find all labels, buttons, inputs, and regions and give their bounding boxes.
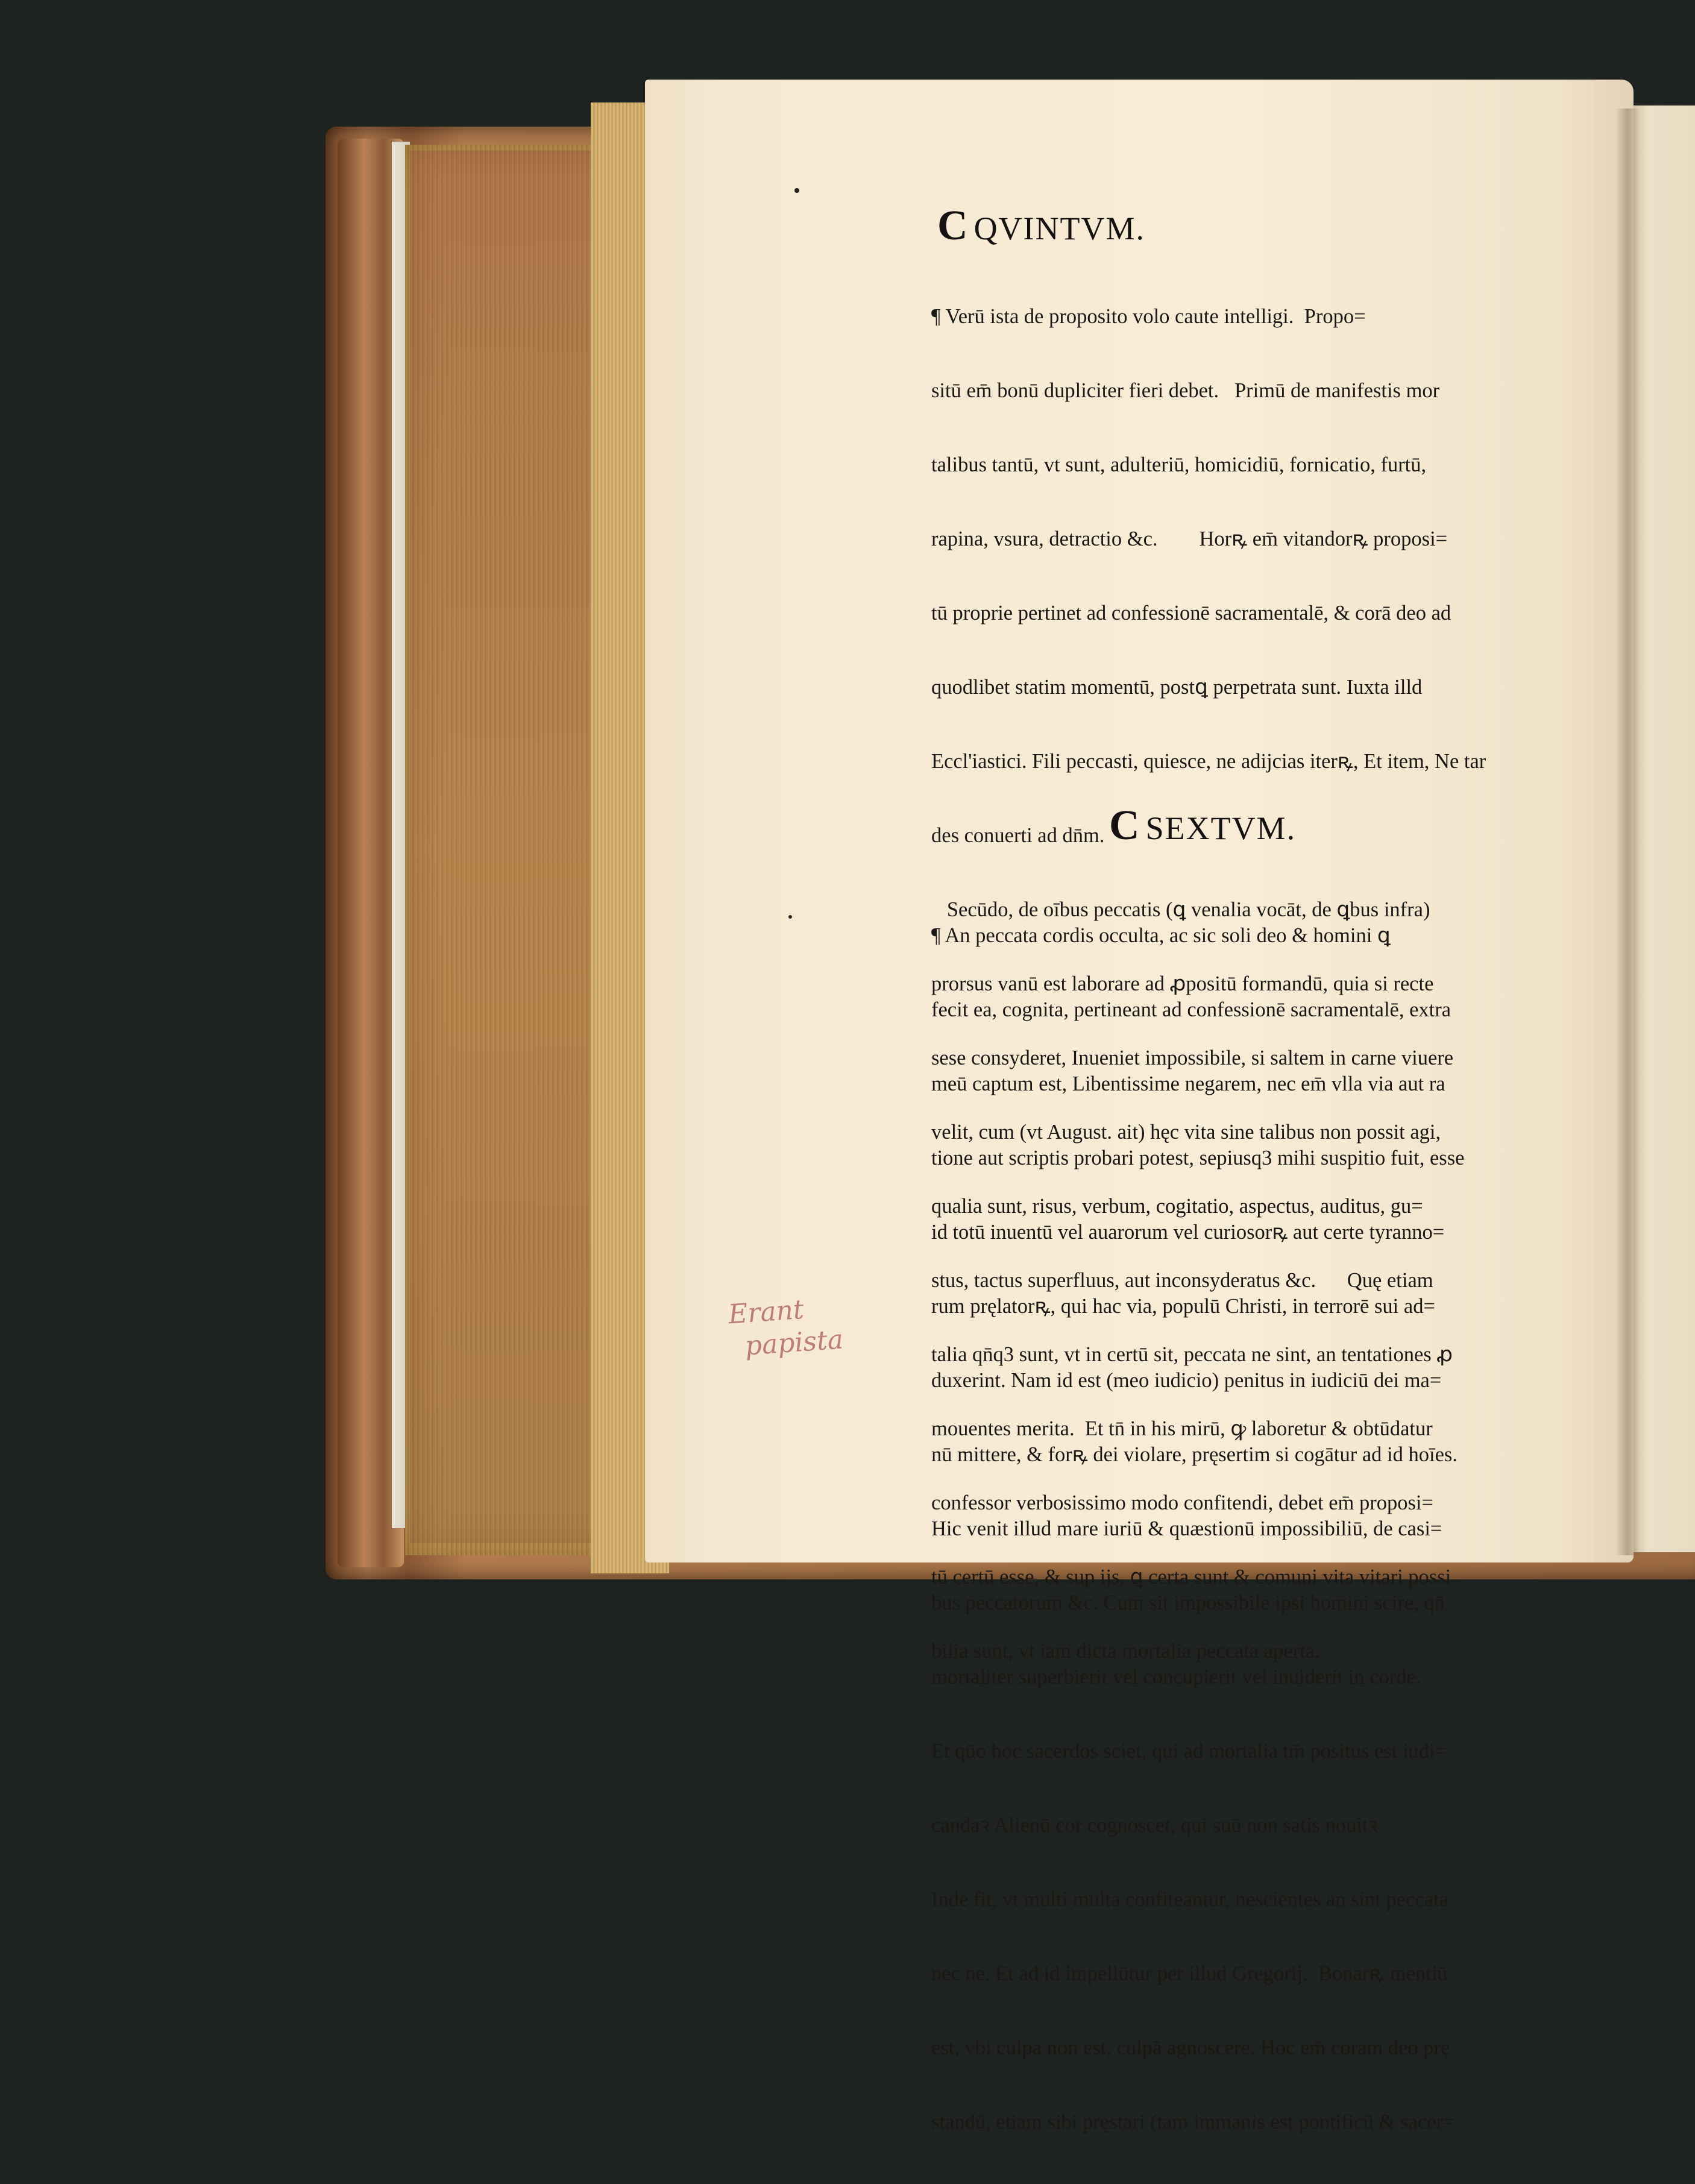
heading-word: QVINTVM. [973, 210, 1146, 247]
text-line: ¶ Verū ista de proposito volo caute intelligi. Propo= [931, 305, 1366, 328]
text-line: talibus tantū, vt sunt, adulteriū, homicidiū, fornicatio, furtū, [931, 453, 1427, 476]
text-line: talia qn̄q3 sunt, vt in certū sit, peccata ne sint, an tentationes ꝓ [931, 1343, 1453, 1366]
page-gutter [1615, 109, 1640, 1555]
annotation-line: Erant [727, 1294, 805, 1330]
paragraph-mark-initial: C [1109, 802, 1141, 849]
text-line: qualia sunt, risus, verbum, cogitatio, aspectus, auditus, gu= [931, 1195, 1423, 1218]
text-line: stus, tactus superfluus, aut inconsyderatus &c. Quę etiam [931, 1269, 1433, 1292]
text-line: des conuerti ad dn̄m. [931, 824, 1105, 847]
text-line: quodlibet statim momentū, postꝗ perpetrata sunt. Iuxta illd [931, 676, 1423, 699]
text-block-sextum [931, 874, 1464, 2184]
text-line: tione aut scriptis probari potest, sepiusq3 mihi suspitio fuit, esse [931, 1147, 1465, 1169]
text-line: bilia sunt, vt iam dicta mortalia peccata aperta. [931, 1640, 1320, 1663]
text-line: Inde fit, vt multi multa confiteantur, nescientes an sint peccata [931, 1888, 1448, 1911]
heading-sextum [1109, 802, 1296, 850]
ink-speck [788, 915, 792, 919]
heading-word: SEXTVM. [1145, 810, 1297, 846]
text-line: Et qūo hoc sacerdos sciet, qui ad mortalia tm̄ positus est iudi= [931, 1740, 1447, 1763]
text-line: Hic venit illud mare iuriū & quæstionū impossibiliū, de casi= [931, 1517, 1442, 1540]
annotation-line: papista [744, 1324, 844, 1362]
text-line: meū captum est, Libentissime negarem, nec em̄ vlla via aut ra [931, 1072, 1445, 1095]
marginal-annotation [727, 1291, 844, 1364]
text-line: nū mittere, & forꝶ dei violare, pręsertim si cogātur ad id hoīes. [931, 1443, 1458, 1466]
text-line: Eccl'iastici. Fili peccasti, quiesce, ne adijcias iterꝶ, Et item, Ne tar [931, 750, 1486, 773]
text-line: rum pręlatorꝶ, qui hac via, populū Christi, in terrorē sui ad= [931, 1295, 1435, 1318]
text-line: standū, etiam sibi pręstari (tam immanis est pontificū & sacer= [931, 2110, 1455, 2133]
ink-speck [794, 188, 799, 193]
text-line: confessor verbosissimo modo confitendi, debet em̄ proposi= [931, 1491, 1433, 1514]
text-line: ¶ An peccata cordis occulta, ac sic soli deo & homini ꝗ [931, 924, 1391, 947]
text-line: tū proprie pertinet ad confessionē sacramentalē, & corā deo ad [931, 602, 1451, 625]
text-line: nec ne. Et ad id impellūtur per illud Gregorij. Bonarꝶ mentiū [931, 1962, 1448, 1985]
text-line: prorsus vanū est laborare ad ꝓpositū formandū, quia si recte [931, 972, 1434, 995]
text-line: Secūdo, de oībus peccatis (ꝗ venalia vocāt, de ꝗbus infra) [931, 898, 1430, 921]
text-line: sitū em̄ bonū dupliciter fieri debet. Primū de manifestis mor [931, 379, 1440, 402]
text-line: bus peccatorum &c. Cum sit impossibile ipsi homini scire, qn̄ [931, 1591, 1445, 1614]
text-line: velit, cum (vt August. ait) hęc vita sine talibus non possit agi, [931, 1121, 1441, 1144]
text-line: id totū inuentū vel auarorum vel curiosorꝶ aut certe tyranno= [931, 1221, 1445, 1244]
text-line: tū certū esse, & sup ijs, ꝗ certa sunt & comuni vita vitari possi [931, 1566, 1451, 1588]
text-line: mouentes merita. Et tn̄ in his mirū, ꝙ laboretur & obtūdatur [931, 1417, 1433, 1440]
paragraph-mark-initial: C [937, 203, 969, 249]
page-block-tint [410, 151, 591, 1543]
text-line: fecit ea, cognita, pertineant ad confessionē sacramentalē, extra [931, 998, 1451, 1021]
text-line: rapina, vsura, detractio &c. Horꝶ em̄ vitandorꝶ proposi= [931, 527, 1448, 550]
text-line: est, vbi culpa non est, culpā agnoscere. Hoc em̄ coram deo prę [931, 2036, 1450, 2059]
heading-quintum [937, 202, 1145, 250]
text-line: candaꝛ Alienū cor cognoscet, qui suū non satis nouitꝛ [931, 1814, 1378, 1837]
text-line: mortaliter superbierit vel concupierit vel inuiderit in corde. [931, 1666, 1421, 1688]
text-line: sese consyderet, Inueniet impossibile, si saltem in carne viuere [931, 1046, 1454, 1069]
text-line: duxerint. Nam id est (meo iudicio) penitus in iudiciū dei ma= [931, 1369, 1442, 1392]
